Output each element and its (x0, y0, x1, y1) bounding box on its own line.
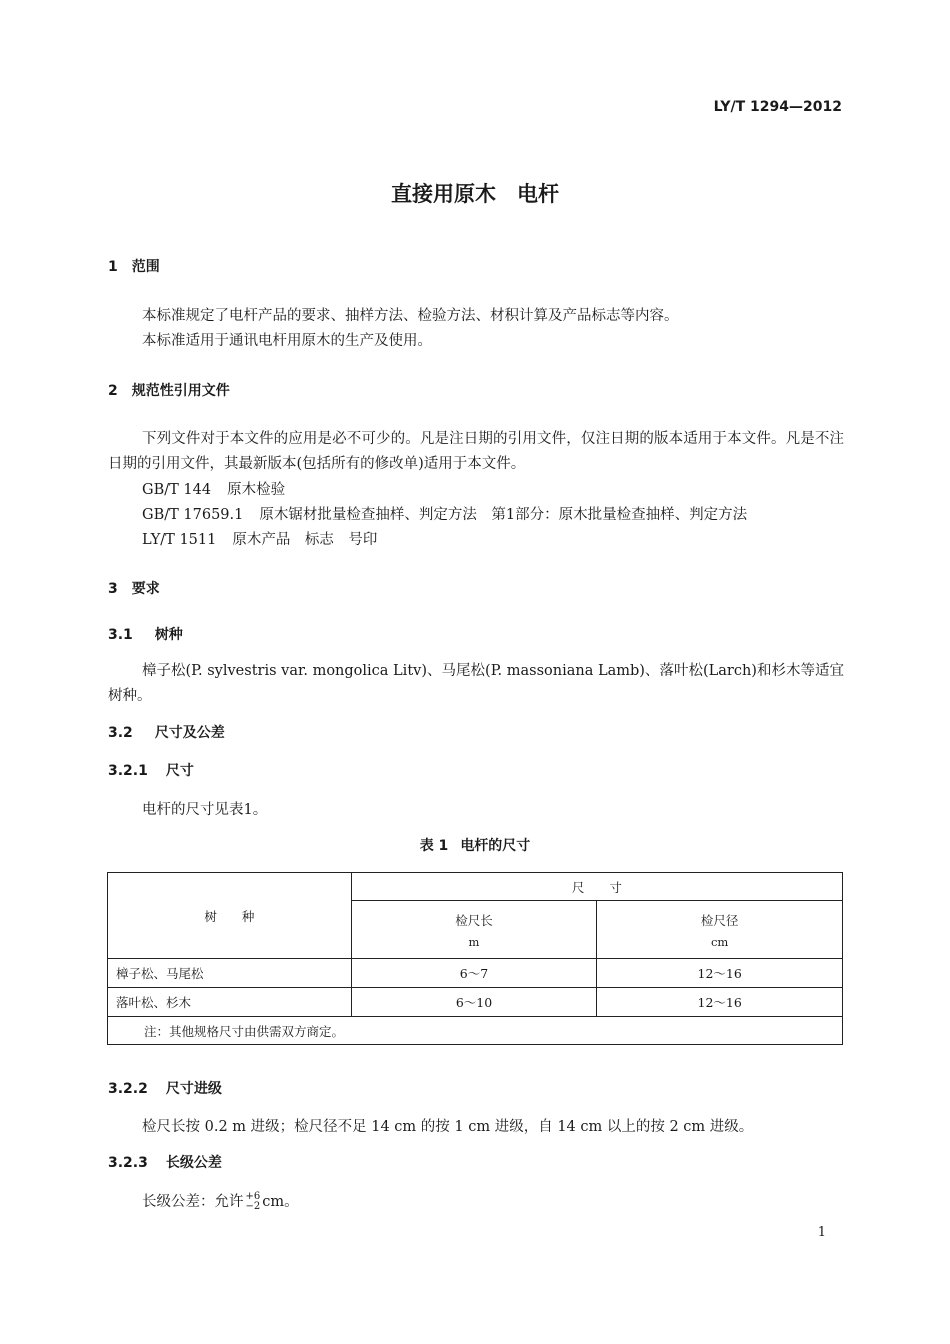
size-increment-text: 检尺长按 0.2 m 进级；检尺径不足 14 cm 的按 1 cm 进级，自 14 cm 以上的按 2 cm 进级。 (142, 1119, 754, 1135)
cell-length: 6～7 (351, 959, 597, 988)
section-3-2-1-heading (108, 760, 194, 780)
header-diameter (597, 901, 843, 959)
header-diameter-label: 检尺径 (700, 912, 739, 928)
header-length-unit: m (468, 934, 480, 949)
species-paragraph: 樟子松(P. sylvestris var. mongolica Litv)、马尾松(P. massoniana Lamb)、落叶松(Larch)和杉木等适宜树种。 (108, 663, 844, 704)
header-species: 树 种 (108, 873, 352, 959)
reference-item (142, 528, 377, 549)
reference-item (142, 503, 747, 524)
table-title: 电杆的尺寸 (460, 838, 531, 854)
section-number: 1 (108, 259, 118, 275)
table-number: 表 1 (419, 838, 449, 854)
section-title: 规范性引用文件 (131, 383, 230, 399)
table-row (108, 988, 843, 1017)
section-number: 3.2.3 (108, 1155, 148, 1171)
reference-code: GB/T 144 (142, 482, 212, 498)
section-number: 2 (108, 383, 118, 399)
standard-code: LY/T 1294—2012 (713, 99, 842, 115)
section-number: 3.1 (108, 627, 133, 643)
section-title: 要求 (131, 581, 160, 597)
section-3-heading (108, 578, 160, 598)
section-2-heading (108, 380, 230, 400)
header-length-label: 检尺长 (455, 912, 493, 928)
header-size: 尺 寸 (351, 873, 842, 901)
cell-species: 樟子松、马尾松 (108, 959, 352, 988)
tolerance-upper: +6 (245, 1191, 261, 1202)
header-length (351, 901, 597, 959)
scope-paragraph-1: 本标准规定了电杆产品的要求、抽样方法、检验方法、材积计算及产品标志等内容。 (142, 308, 679, 324)
cell-diameter: 12～16 (597, 988, 843, 1017)
document-title: 直接用原木 电杆 (391, 182, 559, 206)
table-note: 注：其他规格尺寸由供需双方商定。 (108, 1017, 843, 1045)
section-title: 尺寸进级 (165, 1081, 222, 1097)
tolerance-fraction (246, 1192, 261, 1212)
reference-code: LY/T 1511 (142, 532, 217, 548)
reference-title: 原木检验 (227, 482, 286, 498)
table-row (108, 959, 843, 988)
cell-diameter: 12～16 (597, 959, 843, 988)
tolerance-unit: cm。 (262, 1194, 299, 1210)
section-title: 尺寸 (165, 763, 194, 779)
size-reference-text: 电杆的尺寸见表1。 (142, 802, 268, 818)
section-3-2-2-heading (108, 1078, 222, 1098)
tolerance-lower: −2 (245, 1201, 261, 1212)
section-number: 3.2 (108, 725, 133, 741)
table-caption (0, 835, 950, 855)
section-1-heading (108, 256, 160, 276)
section-3-2-heading (108, 722, 225, 742)
reference-code: GB/T 17659.1 (142, 507, 244, 523)
section-number: 3.2.2 (108, 1081, 148, 1097)
reference-item (142, 478, 285, 499)
cell-length: 6～10 (351, 988, 597, 1017)
cell-species: 落叶松、杉木 (108, 988, 352, 1017)
length-tolerance-text (142, 1190, 299, 1212)
section-title: 长级公差 (165, 1155, 222, 1171)
section-title: 范围 (131, 259, 160, 275)
section-title: 树种 (154, 627, 183, 643)
reference-title: 原木锯材批量检查抽样、判定方法 第1部分：原木批量检查抽样、判定方法 (259, 507, 748, 523)
section-3-2-3-heading (108, 1152, 222, 1172)
page-number: 1 (817, 1225, 826, 1240)
section-3-1-heading (108, 624, 183, 644)
scope-paragraph-2: 本标准适用于通讯电杆用原木的生产及使用。 (142, 333, 432, 349)
tolerance-prefix: 长级公差：允许 (142, 1194, 244, 1210)
reference-title: 原木产品 标志 号印 (232, 532, 378, 548)
section-title: 尺寸及公差 (154, 725, 225, 741)
header-diameter-unit: cm (710, 934, 729, 949)
references-intro-paragraph: 下列文件对于本文件的应用是必不可少的。凡是注日期的引用文件，仅注日期的版本适用于本文件。凡是不注日期的引用文件，其最新版本(包括所有的修改单)适用于本文件。 (108, 431, 844, 472)
section-number: 3.2.1 (108, 763, 148, 779)
section-number: 3 (108, 581, 118, 597)
size-table (107, 872, 843, 1045)
